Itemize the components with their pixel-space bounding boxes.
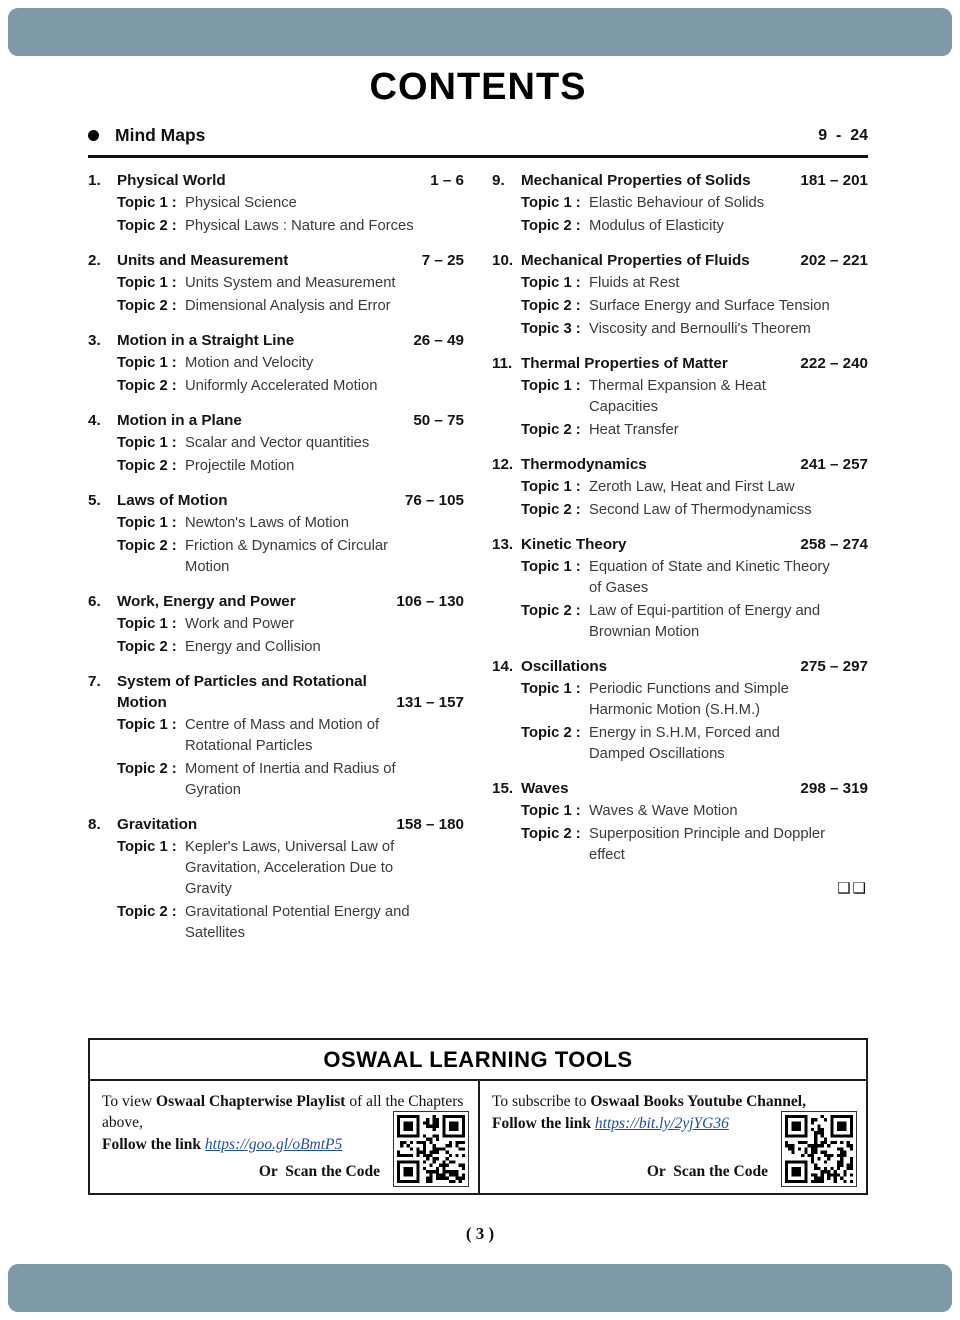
chapter-number: 11. xyxy=(492,355,513,372)
topic-text: Surface Energy and Surface Tension xyxy=(589,298,830,314)
topic-label: Topic 2 : xyxy=(521,826,581,842)
topic-text: Periodic Functions and Simple Harmonic Motion (S.H.M.) xyxy=(589,681,789,718)
topic-text: Superposition Principle and Doppler effect xyxy=(589,826,826,863)
topic-text: Law of Equi-partition of Energy and Brownian Motion xyxy=(589,603,821,640)
chapter-pages: 106 – 130 xyxy=(396,593,464,610)
chapter-number: 4. xyxy=(88,412,101,429)
follow-link-label: Follow the link xyxy=(102,1136,205,1153)
youtube-link[interactable]: https://bit.ly/2yjYG36 xyxy=(594,1115,729,1132)
topic-entry xyxy=(521,216,868,237)
qr-code xyxy=(393,1111,469,1187)
chapter-topics xyxy=(88,837,464,944)
chapter-number: 9. xyxy=(492,172,505,189)
follow-link-label: Follow the link xyxy=(492,1115,595,1132)
topic-entry xyxy=(117,193,464,214)
topic-entry xyxy=(521,723,868,765)
chapter-heading xyxy=(88,250,464,271)
topic-label: Topic 1 : xyxy=(521,275,581,291)
topic-label: Topic 1 : xyxy=(117,195,177,211)
topic-text: Energy and Collision xyxy=(185,639,321,655)
topic-label: Topic 2 : xyxy=(117,378,177,394)
page-number: ( 3 ) xyxy=(465,1224,495,1243)
chapter-pages: 202 – 221 xyxy=(800,252,868,269)
topic-text: Heat Transfer xyxy=(589,422,679,438)
chapter-number: 10. xyxy=(492,252,514,269)
topic-label: Topic 1 : xyxy=(117,515,177,531)
topic-text: Newton's Laws of Motion xyxy=(185,515,350,531)
playlist-text-post: of all the Chapters above, xyxy=(102,1093,464,1131)
youtube-description xyxy=(492,1091,854,1112)
chapter-pages: 26 – 49 xyxy=(413,332,464,349)
top-band xyxy=(8,8,952,56)
chapter-title: Waves xyxy=(521,780,569,797)
topic-label: Topic 1 : xyxy=(521,479,581,495)
chapter-title: Mechanical Properties of Solids xyxy=(521,172,751,189)
topic-entry xyxy=(117,614,464,635)
learning-tools-cell-playlist xyxy=(90,1081,478,1193)
chapter-heading xyxy=(88,170,464,191)
chapter-title: Work, Energy and Power xyxy=(117,593,296,610)
chapter-entry xyxy=(88,814,464,944)
chapter-topics xyxy=(88,614,464,658)
topic-entry xyxy=(117,902,464,944)
chapter-entry xyxy=(88,250,464,317)
chapter-title: Mechanical Properties of Fluids xyxy=(521,252,750,269)
topic-entry xyxy=(117,273,464,294)
topic-text: Uniformly Accelerated Motion xyxy=(185,378,378,394)
chapter-topics xyxy=(88,353,464,397)
topic-entry xyxy=(117,296,464,317)
topic-entry xyxy=(117,216,464,237)
topic-label: Topic 2 : xyxy=(521,218,581,234)
topic-text: Waves & Wave Motion xyxy=(589,803,738,819)
topic-label: Topic 1 : xyxy=(521,803,581,819)
topic-entry xyxy=(117,759,464,801)
topic-entry xyxy=(117,353,464,374)
topic-entry xyxy=(521,420,868,441)
chapter-topics xyxy=(492,801,868,866)
chapter-heading xyxy=(88,410,464,431)
chapter-entry xyxy=(492,534,868,643)
topic-text: Kepler's Laws, Universal Law of Gravitation, Acceleration Due to Gravity xyxy=(185,839,395,897)
chapter-heading xyxy=(88,671,464,713)
topic-label: Topic 1 : xyxy=(117,839,177,855)
topic-label: Topic 2 : xyxy=(117,218,177,234)
chapter-pages: 258 – 274 xyxy=(800,536,868,553)
topic-label: Topic 2 : xyxy=(117,639,177,655)
topic-entry xyxy=(521,296,868,317)
chapter-pages: 298 – 319 xyxy=(800,780,868,797)
chapter-number: 7. xyxy=(88,673,101,690)
chapter-topics xyxy=(88,513,464,578)
topic-text: Second Law of Thermodynamicss xyxy=(589,502,812,518)
topic-entry xyxy=(521,500,868,521)
chapter-entry xyxy=(88,490,464,578)
chapter-number: 8. xyxy=(88,816,101,833)
learning-tools-cell-youtube xyxy=(478,1081,866,1193)
topic-label: Topic 1 : xyxy=(117,435,177,451)
chapter-entry xyxy=(88,330,464,397)
chapter-title: Laws of Motion xyxy=(117,492,228,509)
topic-entry xyxy=(117,837,464,900)
chapter-title: Motion in a Plane xyxy=(117,412,242,429)
topic-label: Topic 2 : xyxy=(521,298,581,314)
topic-entry xyxy=(117,536,464,578)
topic-label: Topic 1 : xyxy=(117,616,177,632)
topic-text: Elastic Behaviour of Solids xyxy=(589,195,765,211)
chapter-title: Thermal Properties of Matter xyxy=(521,355,728,372)
playlist-text-bold: Oswaal Chapterwise Playlist xyxy=(156,1093,346,1110)
chapter-heading xyxy=(492,778,868,799)
chapter-number: 2. xyxy=(88,252,101,269)
chapter-entry xyxy=(492,353,868,441)
youtube-text-bold: Oswaal Books Youtube Channel, xyxy=(590,1093,806,1110)
chapter-pages: 275 – 297 xyxy=(800,658,868,675)
qr-code xyxy=(781,1111,857,1187)
chapter-number: 13. xyxy=(492,536,514,553)
chapter-entry xyxy=(88,410,464,477)
scan-code-label: Or Scan the Code xyxy=(646,1163,768,1180)
chapter-columns xyxy=(88,170,868,957)
chapter-topics xyxy=(492,679,868,765)
topic-label: Topic 1 : xyxy=(117,717,177,733)
chapter-entry xyxy=(492,656,868,765)
chapter-entry xyxy=(492,778,868,866)
topic-text: Moment of Inertia and Radius of Gyration xyxy=(185,761,396,798)
topic-label: Topic 1 : xyxy=(117,275,177,291)
topic-text: Modulus of Elasticity xyxy=(589,218,724,234)
topic-text: Gravitational Potential Energy and Satellites xyxy=(185,904,410,941)
page-title: CONTENTS xyxy=(369,66,587,108)
scan-code-label: Or Scan the Code xyxy=(258,1163,380,1180)
topic-text: Units System and Measurement xyxy=(185,275,396,291)
chapter-pages: 131 – 157 xyxy=(396,694,464,711)
topic-entry xyxy=(117,433,464,454)
topic-entry xyxy=(117,637,464,658)
chapter-title: Kinetic Theory xyxy=(521,536,627,553)
topic-text: Work and Power xyxy=(185,616,295,632)
chapter-heading xyxy=(492,353,868,374)
topic-label: Topic 2 : xyxy=(521,502,581,518)
chapter-heading xyxy=(88,814,464,835)
topic-text: Centre of Mass and Motion of Rotational Particles xyxy=(185,717,380,754)
topic-label: Topic 2 : xyxy=(117,458,177,474)
chapter-heading xyxy=(492,656,868,677)
bullet-icon xyxy=(88,130,99,141)
chapter-title: Physical World xyxy=(117,172,226,189)
chapter-entry xyxy=(492,454,868,521)
chapter-pages: 1 – 6 xyxy=(430,172,464,189)
chapter-title: Thermodynamics xyxy=(521,456,647,473)
bottom-band xyxy=(8,1264,952,1312)
topic-text: Friction & Dynamics of Circular Motion xyxy=(185,538,389,575)
topic-entry xyxy=(521,319,868,340)
chapter-topics xyxy=(492,273,868,340)
topic-entry xyxy=(521,557,868,599)
chapter-column-right xyxy=(492,170,868,897)
chapter-column-left xyxy=(88,170,464,957)
chapter-topics xyxy=(88,273,464,317)
chapter-entry xyxy=(88,671,464,801)
topic-entry xyxy=(521,477,868,498)
chapter-number: 14. xyxy=(492,658,514,675)
chapter-number: 12. xyxy=(492,456,514,473)
mind-maps-label: Mind Maps xyxy=(115,125,206,145)
chapter-entry xyxy=(492,170,868,237)
topic-text: Fluids at Rest xyxy=(589,275,680,291)
chapter-pages: 76 – 105 xyxy=(404,492,464,509)
topic-text: Projectile Motion xyxy=(185,458,295,474)
topic-label: Topic 2 : xyxy=(521,422,581,438)
chapter-heading xyxy=(492,170,868,191)
topic-entry xyxy=(117,513,464,534)
topic-label: Topic 3 : xyxy=(521,321,581,337)
topic-text: Thermal Expansion & Heat Capacities xyxy=(589,378,766,415)
chapter-heading xyxy=(492,534,868,555)
topic-text: Dimensional Analysis and Error xyxy=(185,298,391,314)
topic-entry xyxy=(521,601,868,643)
topic-text: Viscosity and Bernoulli's Theorem xyxy=(589,321,811,337)
topic-label: Topic 2 : xyxy=(521,603,581,619)
chapter-heading xyxy=(88,490,464,511)
topic-label: Topic 2 : xyxy=(117,904,177,920)
topic-entry xyxy=(117,456,464,477)
topic-entry xyxy=(521,193,868,214)
chapter-topics xyxy=(88,193,464,237)
topic-label: Topic 2 : xyxy=(117,538,177,554)
topic-text: Motion and Velocity xyxy=(185,355,314,371)
end-mark: ❑❑ xyxy=(837,880,868,897)
topic-label: Topic 1 : xyxy=(117,355,177,371)
topic-text: Scalar and Vector quantities xyxy=(185,435,370,451)
chapter-heading xyxy=(88,330,464,351)
topic-entry xyxy=(521,376,868,418)
chapter-title: Gravitation xyxy=(117,816,198,833)
topic-label: Topic 1 : xyxy=(521,195,581,211)
chapter-topics xyxy=(492,477,868,521)
playlist-link[interactable]: https://goo.gl/oBmtP5 xyxy=(204,1136,343,1153)
topic-text: Energy in S.H.M, Forced and Damped Oscillations xyxy=(589,725,780,762)
chapter-title: Oscillations xyxy=(521,658,608,675)
mind-maps-row xyxy=(88,125,868,158)
chapter-entry xyxy=(88,591,464,658)
chapter-title: System of Particles and Rotational Motion xyxy=(117,673,367,711)
learning-tools-title: OSWAAL LEARNING TOOLS xyxy=(90,1040,866,1081)
chapter-heading xyxy=(88,591,464,612)
topic-label: Topic 2 : xyxy=(117,761,177,777)
chapter-heading xyxy=(492,454,868,475)
topic-label: Topic 1 : xyxy=(521,559,581,575)
chapter-number: 3. xyxy=(88,332,101,349)
chapter-title: Motion in a Straight Line xyxy=(117,332,295,349)
chapter-pages: 222 – 240 xyxy=(800,355,868,372)
topic-entry xyxy=(521,679,868,721)
chapter-topics xyxy=(88,433,464,477)
chapter-title: Units and Measurement xyxy=(117,252,289,269)
chapter-heading xyxy=(492,250,868,271)
chapter-topics xyxy=(88,715,464,801)
playlist-text-pre: To view xyxy=(102,1093,157,1110)
chapter-topics xyxy=(492,193,868,237)
chapter-number: 6. xyxy=(88,593,101,610)
topic-entry xyxy=(521,824,868,866)
chapter-topics xyxy=(492,376,868,441)
chapter-entry xyxy=(492,250,868,340)
chapter-pages: 181 – 201 xyxy=(800,172,868,189)
topic-label: Topic 2 : xyxy=(521,725,581,741)
topic-text: Physical Science xyxy=(185,195,297,211)
topic-text: Physical Laws : Nature and Forces xyxy=(185,218,414,234)
chapter-number: 15. xyxy=(492,780,514,797)
chapter-pages: 50 – 75 xyxy=(413,412,464,429)
chapter-topics xyxy=(492,557,868,643)
chapter-pages: 158 – 180 xyxy=(396,816,464,833)
chapter-number: 5. xyxy=(88,492,101,509)
chapter-number: 1. xyxy=(88,172,101,189)
learning-tools-body xyxy=(90,1081,866,1193)
topic-entry xyxy=(117,376,464,397)
topic-text: Equation of State and Kinetic Theory of Gases xyxy=(589,559,830,596)
chapter-entry xyxy=(88,170,464,237)
topic-entry xyxy=(521,801,868,822)
contents-page xyxy=(88,66,868,957)
topic-entry xyxy=(521,273,868,294)
topic-text: Zeroth Law, Heat and First Law xyxy=(589,479,795,495)
youtube-text-pre: To subscribe to xyxy=(492,1093,591,1110)
chapter-pages: 7 – 25 xyxy=(421,252,464,269)
mind-maps-pages: 9 - 24 xyxy=(818,126,868,144)
chapter-pages: 241 – 257 xyxy=(800,456,868,473)
topic-label: Topic 2 : xyxy=(117,298,177,314)
topic-entry xyxy=(117,715,464,757)
topic-label: Topic 1 : xyxy=(521,681,581,697)
topic-label: Topic 1 : xyxy=(521,378,581,394)
learning-tools-box xyxy=(88,1038,868,1195)
